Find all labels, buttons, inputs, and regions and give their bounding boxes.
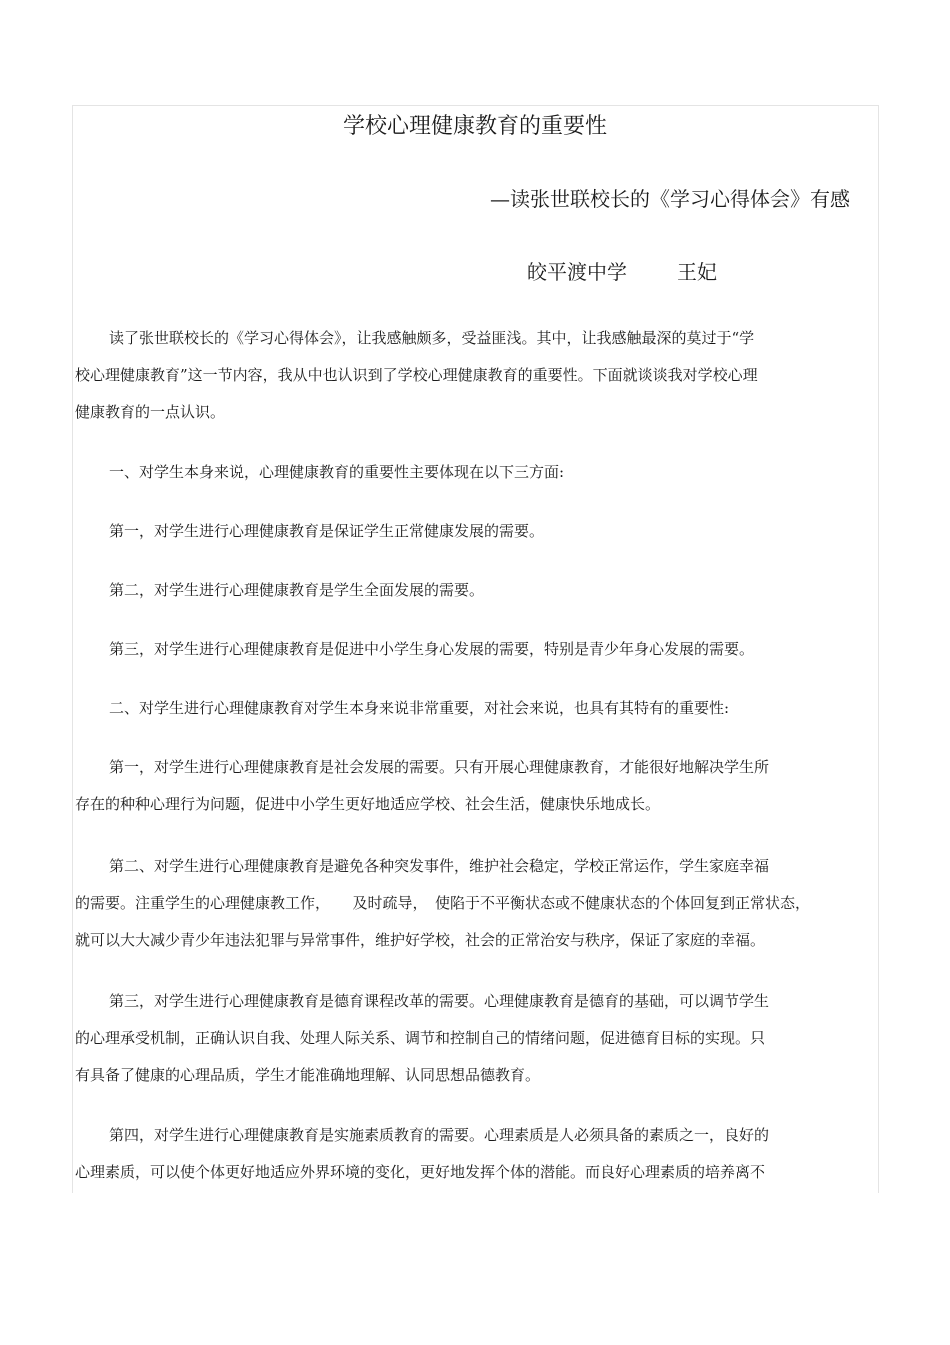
paragraph-line: 第三，对学生进行心理健康教育是德育课程改革的需要。心理健康教育是德育的基础，可以调节学生	[109, 992, 770, 1010]
author-name: 王妃	[677, 260, 717, 284]
paragraph-line: 有具备了健康的心理品质，学生才能准确地理解、认同思想品德教育。	[75, 1066, 541, 1084]
paragraph-intro	[75, 320, 845, 431]
paragraph-line: 读了张世联校长的《学习心得体会》，让我感触颇多，受益匪浅。其中，让我感触最深的莫过于“学	[109, 329, 755, 347]
paragraph-line: 的需要。注重学生的心理健康教工作， 及时疏导， 使陷于不平衡状态或不健康状态的个体回复到正常状态，	[75, 894, 811, 912]
paragraph-point	[75, 848, 845, 959]
author-line	[527, 257, 717, 287]
paragraph-line: 存在的种种心理行为问题，促进中小学生更好地适应学校、社会生活，健康快乐地成长。	[75, 795, 661, 813]
paragraph-line: 第三，对学生进行心理健康教育是促进中小学生身心发展的需要，特别是青少年身心发展的需要。	[109, 640, 755, 658]
paragraph-line: 校心理健康教育”这一节内容，我从中也认识到了学校心理健康教育的重要性。下面就谈谈我对学校心理	[75, 366, 758, 384]
paragraph-point	[75, 749, 845, 823]
paragraph-line: 第一，对学生进行心理健康教育是社会发展的需要。只有开展心理健康教育，才能很好地解决学生所	[109, 758, 770, 776]
paragraph-line: 第二，对学生进行心理健康教育是学生全面发展的需要。	[109, 581, 485, 599]
paragraph-point	[75, 572, 845, 609]
paragraph-line: 心理素质，可以使个体更好地适应外界环境的变化，更好地发挥个体的潜能。而良好心理素质的培养离不	[75, 1163, 766, 1181]
school-name: 皎平渡中学	[527, 260, 627, 284]
paragraph-line: 健康教育的一点认识。	[75, 403, 226, 421]
paragraph-section-one-heading	[75, 454, 845, 491]
paragraph-point	[75, 1117, 845, 1191]
paragraph-line: 二、对学生进行心理健康教育对学生本身来说非常重要，对社会来说，也具有其特有的重要性:	[109, 699, 730, 717]
document-title: 学校心理健康教育的重要性	[342, 114, 607, 139]
paragraph-line: 就可以大大减少青少年违法犯罪与异常事件，维护好学校，社会的正常治安与秩序，保证了家庭的幸福。	[75, 931, 766, 949]
paragraph-point	[75, 983, 845, 1094]
paragraph-point	[75, 631, 845, 668]
paragraph-line: 一、对学生本身来说，心理健康教育的重要性主要体现在以下三方面:	[109, 463, 565, 481]
paragraph-line: 第一，对学生进行心理健康教育是保证学生正常健康发展的需要。	[109, 522, 545, 540]
paragraph-line: 第二、对学生进行心理健康教育是避免各种突发事件，维护社会稳定，学校正常运作，学生家庭幸福	[109, 857, 770, 875]
paragraph-point	[75, 513, 845, 550]
document-subtitle: —读张世联校长的《学习心得体会》有感	[490, 187, 850, 211]
paragraph-line: 第四，对学生进行心理健康教育是实施素质教育的需要。心理素质是人必须具备的素质之一，良好的	[109, 1126, 770, 1144]
paragraph-section-two-heading	[75, 690, 845, 727]
paragraph-line: 的心理承受机制，正确认识自我、处理人际关系、调节和控制自己的情绪问题，促进德育目标的实现。只	[75, 1029, 766, 1047]
